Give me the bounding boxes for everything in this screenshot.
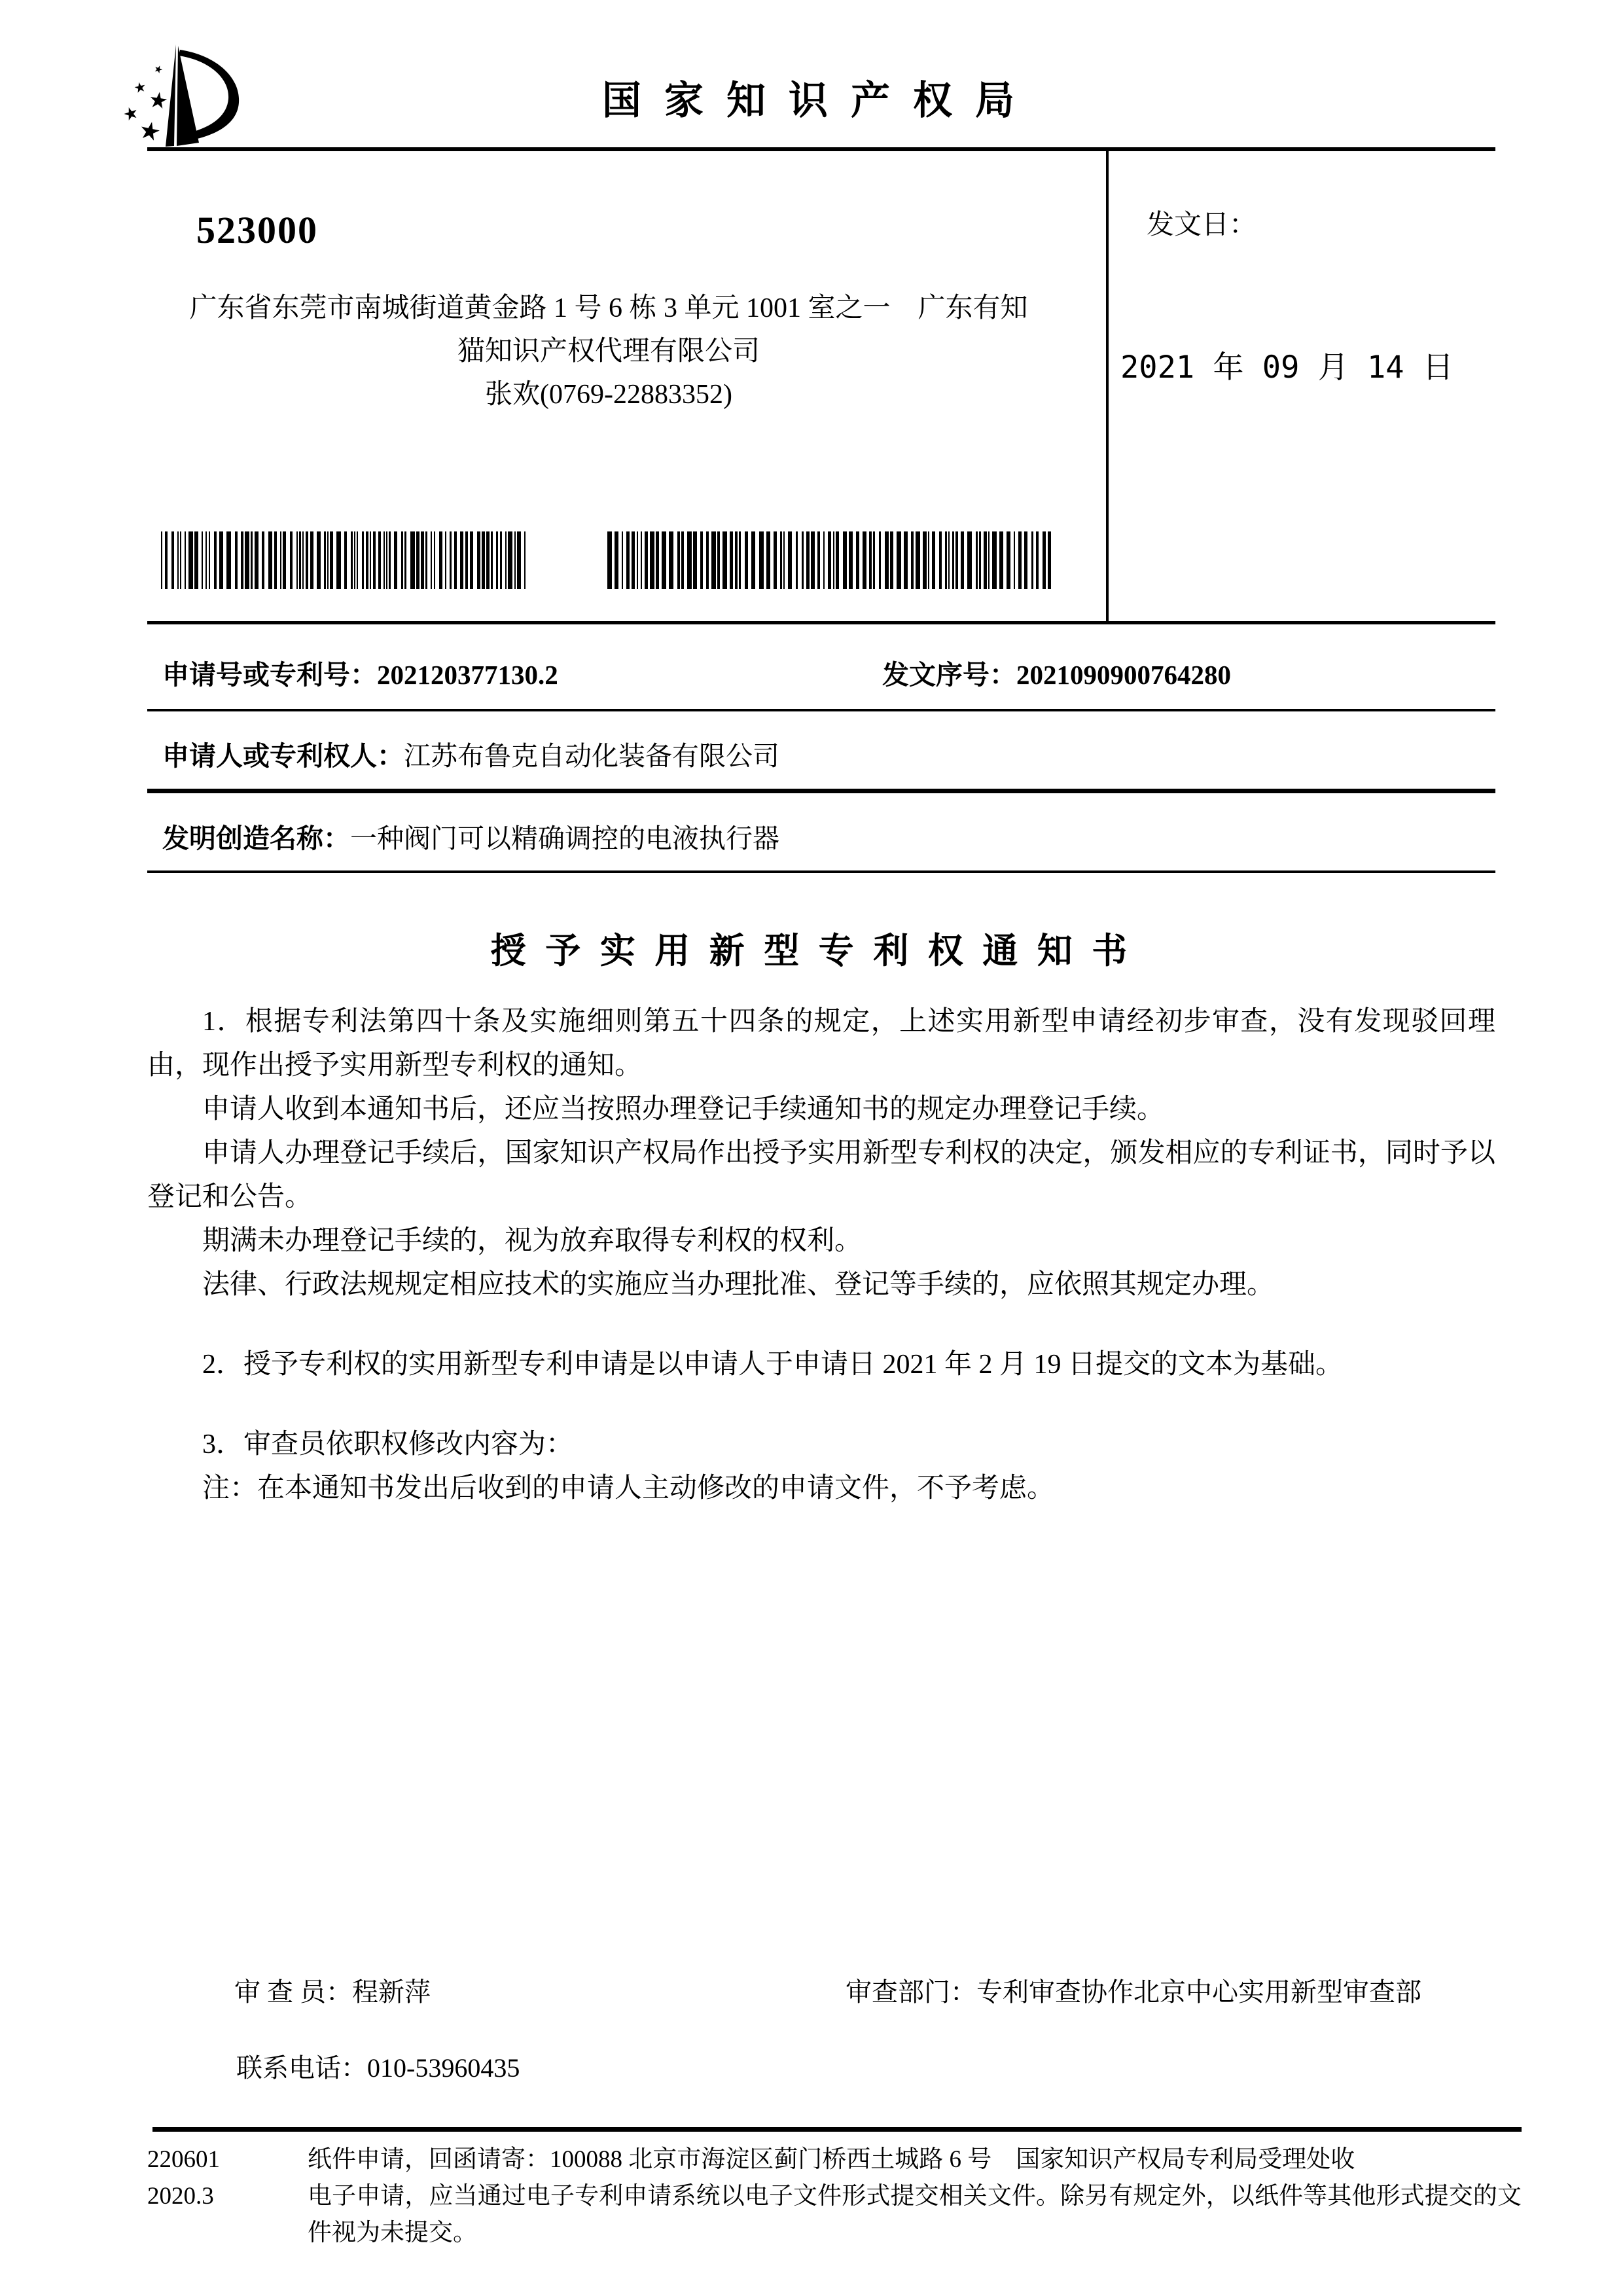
footer-form-code: 220601 [147,2146,220,2173]
footer-instructions [308,2142,1522,2251]
barcode-left [161,531,534,589]
notice-paragraph: 法律、行政法规规定相应技术的实施应当办理批准、登记等手续的，应依照其规定办理。 [202,1270,1275,1300]
notice-paragraph: 注：在本通知书发出后收到的申请人主动修改的申请文件，不予考虑。 [202,1473,1055,1503]
notice-body [147,1000,1495,1511]
notice-paragraph: 1．根据专利法第四十条及实施细则第五十四条的规定，上述实用新型申请经初步审查，没有发现驳回理由，现作出授予实用新型专利权的通知。 [147,1007,1495,1081]
notice-paragraph: 期满未办理登记手续的，视为放弃取得专利权的权利。 [202,1226,863,1256]
application-number-value: 202120377130.2 [377,660,558,690]
invention-row [162,817,779,855]
applicant-label: 申请人或专利权人： [162,741,404,771]
footer-paper-instruction: 纸件申请，回函请寄：100088 北京市海淀区蓟门桥西土城路 6 号 国家知识产权局专利局受理处收 [308,2146,1355,2173]
recipient-postcode: 523000 [196,209,318,251]
footer [147,2142,1522,2251]
phone-label: 联系电话： [236,2053,367,2083]
recipient-contact: 张欢(0769-22883352) [485,380,732,410]
dispatch-date-value: 2021 年 09 月 14 日 [1120,350,1454,386]
notice-paragraph: 2．授予专利权的实用新型专利申请是以申请人于申请日 2021 年 2 月 19 日提交的文本为基础。 [202,1350,1344,1380]
recipient-address-line1: 广东省东莞市南城街道黄金路 1 号 6 栋 3 单元 1001 室之一 广东有知 [189,293,1028,323]
serial-number-group [882,653,1231,692]
applicant-value: 江苏布鲁克自动化装备有限公司 [404,741,779,771]
recipient-address-line2: 猫知识产权代理有限公司 [457,336,760,367]
department-name: 专利审查协作北京中心实用新型审查部 [976,1977,1421,2007]
serial-number-value: 2021090900764280 [1016,660,1231,690]
invention-label: 发明创造名称： [162,823,350,853]
notice-title: 授 予 实 用 新 型 专 利 权 通 知 书 [490,931,1133,971]
department-label: 审查部门： [846,1977,976,2007]
phone-row [236,2047,520,2085]
footer-form-codes [147,2142,308,2251]
examiner-row [234,1971,431,2009]
dispatch-date-label: 发文日： [1147,210,1257,240]
recipient-address [147,287,1070,416]
notice-paragraph: 申请人收到本通知书后，还应当按照办理登记手续通知书的规定办理登记手续。 [202,1094,1165,1124]
divider-above-appno [147,621,1495,624]
department-row [846,1971,1421,2009]
serial-number-label: 发文序号： [882,660,1016,690]
examiner-label: 审 查 员： [234,1977,352,2007]
application-number-label: 申请号或专利号： [162,660,377,690]
footer-divider [152,2127,1522,2132]
agency-title: 国 家 知 识 产 权 局 [602,79,1021,122]
divider-below-invention [147,870,1495,873]
notice-paragraph: 3．审查员依职权修改内容为： [202,1429,574,1460]
footer-electronic-instruction: 电子申请，应当通过电子专利申请系统以电子文件形式提交相关文件。除另有规定外，以纸件等其他形式提交的文件视为未提交。 [308,2183,1522,2246]
notice-paragraph: 申请人办理登记手续后，国家知识产权局作出授予实用新型专利权的决定，颁发相应的专利证书，同时予以登记和公告。 [147,1138,1495,1212]
examiner-name: 程新萍 [352,1977,431,2007]
footer-form-version: 2020.3 [147,2183,214,2210]
divider-below-applicant [147,789,1495,793]
invention-value: 一种阀门可以精确调控的电液执行器 [350,823,779,853]
phone-number: 010-53960435 [367,2053,520,2083]
barcode-right [607,531,1055,589]
divider-below-appno [147,709,1495,711]
application-number-row [162,653,1231,692]
applicant-row [162,734,779,773]
header-divider [147,147,1495,151]
dispatch-box-divider [1106,151,1109,621]
